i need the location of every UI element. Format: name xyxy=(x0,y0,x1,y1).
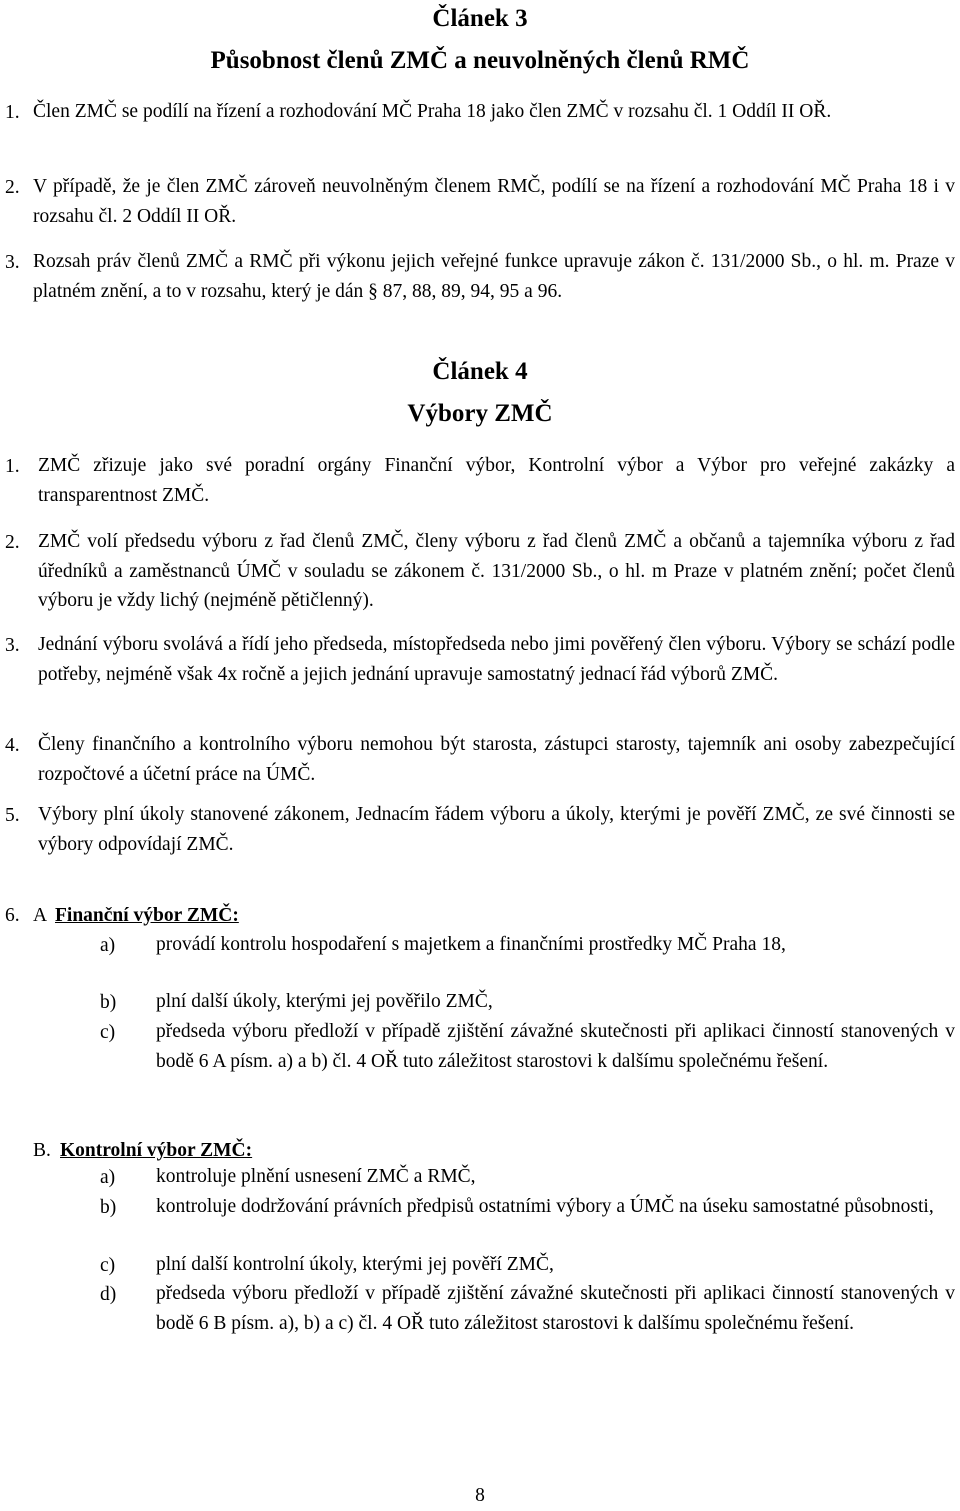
article-3-title: Článek 3 xyxy=(432,5,528,32)
item-number: 2. xyxy=(5,177,20,198)
section-b-heading: Kontrolní výbor ZMČ: xyxy=(60,1140,253,1161)
page-number: 8 xyxy=(475,1485,485,1506)
item-text: V případě, že je člen ZMČ zároveň neuvolněným členem RMČ, podílí se na řízení a rozhodování MČ Praha 18 i v rozsahu čl. 2 Oddíl II OŘ. xyxy=(33,176,955,227)
item-text: ZMČ volí předsedu výboru z řad členů ZMČ, členy výboru z řad členů ZMČ a občanů a tajemníka výboru z řad úředníků a zaměstnanců ÚMČ v souladu se zákonem č. 131/2000 Sb., o hl. m Praze v platném znění; počet členů výboru je vždy lichý (nejméně pětičlenný). xyxy=(38,531,955,611)
item-letter: c) xyxy=(100,1255,116,1276)
article-4-subtitle: Výbory ZMČ xyxy=(407,400,553,427)
section-a-prefix: A xyxy=(33,905,48,926)
item-letter: a) xyxy=(100,935,116,956)
section-a-heading: Finanční výbor ZMČ: xyxy=(55,905,239,926)
item-text: Rozsah práv členů ZMČ a RMČ při výkonu jejich veřejné funkce upravuje zákon č. 131/2000 Sb., o hl. m. Praze v platném znění, a to v rozsahu, který je dán § 87, 88, 89, 94, 95 a 96. xyxy=(33,251,955,302)
article-4-title: Článek 4 xyxy=(432,358,528,385)
item-text: kontroluje dodržování právních předpisů ostatními výbory a ÚMČ na úseku samostatné působnosti, xyxy=(156,1196,934,1217)
item-text: Výbory plní úkoly stanovené zákonem, Jednacím řádem výboru a úkoly, kterými je pověří ZMČ, ze své činnosti se výbory odpovídají ZMČ. xyxy=(38,804,955,855)
item-number: 3. xyxy=(5,635,20,656)
item-number: 6. xyxy=(5,905,20,926)
item-text: provádí kontrolu hospodaření s majetkem a finančními prostředky MČ Praha 18, xyxy=(156,934,786,955)
item-number: 5. xyxy=(5,805,20,826)
item-text: plní další kontrolní úkoly, kterými jej pověří ZMČ, xyxy=(156,1254,554,1275)
item-text: plní další úkoly, kterými jej pověřilo ZMČ, xyxy=(156,991,493,1012)
item-text: předseda výboru předloží v případě zjištění závažné skutečnosti při aplikaci činností stanovených v bodě 6 B písm. a), b) a c) čl. 4 OŘ tuto záležitost starostovi k dalšímu společnému řešení. xyxy=(156,1283,955,1334)
item-text: předseda výboru předloží v případě zjištění závažné skutečnosti při aplikaci činností stanovených v bodě 6 A písm. a) a b) čl. 4 OŘ tuto záležitost starostovi k dalšímu společnému řešení. xyxy=(156,1021,955,1072)
item-letter: a) xyxy=(100,1167,116,1188)
item-number: 4. xyxy=(5,735,20,756)
item-letter: d) xyxy=(100,1284,117,1305)
item-letter: c) xyxy=(100,1022,116,1043)
item-letter: b) xyxy=(100,992,117,1013)
item-number: 1. xyxy=(5,456,20,477)
article-3-subtitle: Působnost členů ZMČ a neuvolněných členů RMČ xyxy=(210,47,750,74)
item-letter: b) xyxy=(100,1197,117,1218)
item-text: kontroluje plnění usnesení ZMČ a RMČ, xyxy=(156,1166,476,1187)
item-text: Člen ZMČ se podílí na řízení a rozhodování MČ Praha 18 jako člen ZMČ v rozsahu čl. 1 Oddíl II OŘ. xyxy=(33,101,832,122)
section-b-prefix: B. xyxy=(33,1140,51,1161)
item-number: 3. xyxy=(5,252,20,273)
item-number: 1. xyxy=(5,102,20,123)
item-text: ZMČ zřizuje jako své poradní orgány Finanční výbor, Kontrolní výbor a Výbor pro veřejné zakázky a transparentnost ZMČ. xyxy=(38,455,955,506)
item-text: Členy finančního a kontrolního výboru nemohou být starosta, zástupci starosty, tajemník ani osoby zabezpečující rozpočtové a účetní práce na ÚMČ. xyxy=(38,734,955,785)
item-text: Jednání výboru svolává a řídí jeho předseda, místopředseda nebo jimi pověřený člen výboru. Výbory se schází podle potřeby, nejméně však 4x ročně a jejich jednání upravuje samostatný jednací řád výborů ZMČ. xyxy=(38,634,955,685)
item-number: 2. xyxy=(5,532,20,553)
